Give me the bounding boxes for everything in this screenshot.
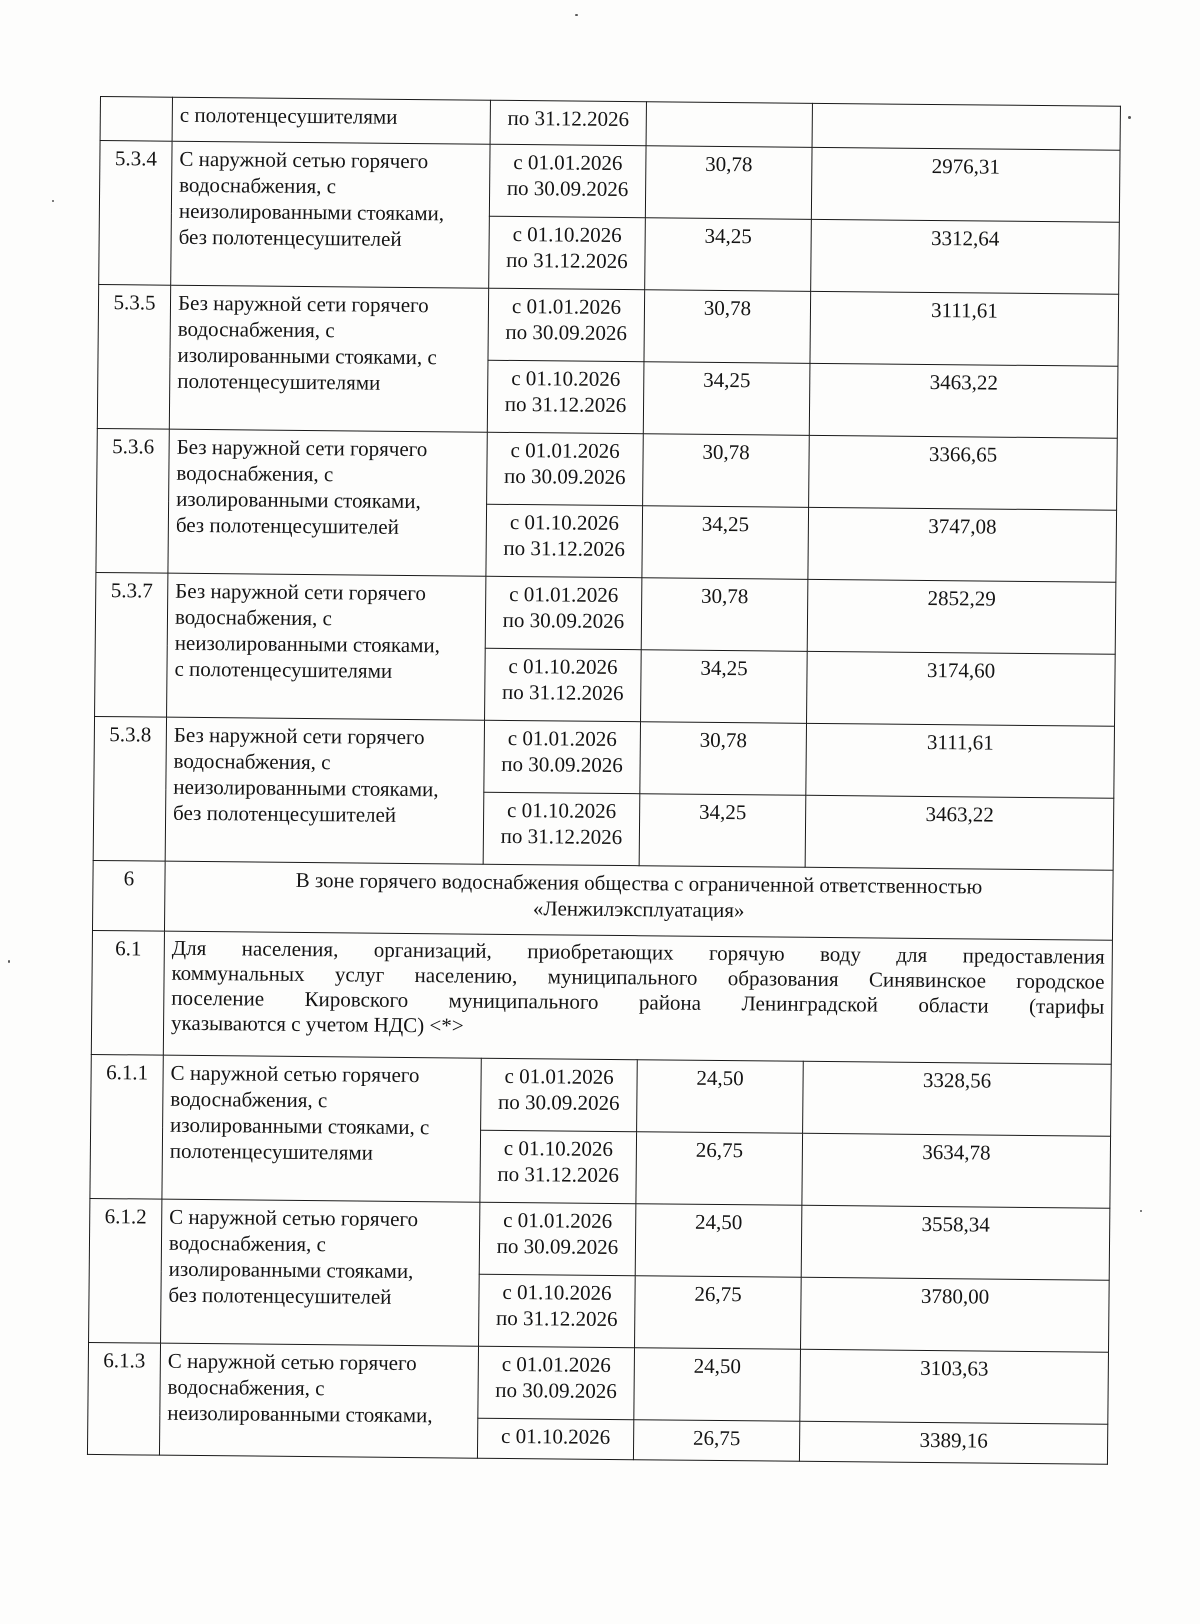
description-line: изолированными стояками, с <box>177 342 437 370</box>
tariff-component-1: 30,78 <box>644 290 811 364</box>
description-line: Без наружной сети горячего <box>177 290 429 318</box>
description-line: неизолированными стояками, <box>173 774 439 802</box>
item-number: 5.3.8 <box>93 716 166 861</box>
section-header-row <box>92 860 1113 940</box>
tariff-component-2: 3174,60 <box>807 651 1116 726</box>
description-line: неизолированными стояками, <box>167 1400 433 1428</box>
period-to: по 30.09.2026 <box>495 1377 617 1404</box>
description-line: изолированными стояками, <box>176 486 421 514</box>
tariff-component-1: 24,50 <box>635 1204 802 1278</box>
validity-period <box>485 648 642 721</box>
row-value-1 <box>646 102 812 148</box>
description-line: водоснабжения, с <box>174 604 333 631</box>
period-from: с 01.10.2026 <box>511 365 621 392</box>
description-line: С наружной сетью горячего <box>179 146 429 174</box>
period-to: по 31.12.2026 <box>506 247 628 274</box>
tariff-component-1: 30,78 <box>641 578 808 652</box>
description-line: с полотенцесушителями <box>174 656 393 683</box>
validity-period <box>481 1058 638 1131</box>
validity-period <box>479 1202 636 1275</box>
validity-period <box>485 576 642 649</box>
tariff-component-1: 24,50 <box>637 1060 804 1134</box>
item-description <box>159 1343 478 1458</box>
tariff-component-2: 3312,64 <box>811 219 1120 294</box>
period-from: с 01.01.2026 <box>507 725 617 751</box>
description-line: изолированными стояками, <box>168 1256 414 1284</box>
tariff-row <box>88 1342 1109 1424</box>
period-to: по 31.12.2026 <box>501 679 624 706</box>
tariff-component-2: 3389,16 <box>799 1421 1107 1464</box>
tariff-component-1: 26,75 <box>636 1132 803 1206</box>
subsection-row <box>91 930 1112 1064</box>
item-description <box>167 573 486 720</box>
subsection-text-line: указываются с учетом НДС) <*> <box>170 1010 464 1038</box>
period-to: по 30.09.2026 <box>501 751 623 778</box>
validity-period <box>487 432 644 505</box>
tariff-component-2: 3366,65 <box>809 435 1118 510</box>
item-description <box>161 1199 480 1346</box>
period-from: с 01.01.2026 <box>503 1207 613 1233</box>
row-description: с полотенцесушителями <box>172 97 490 144</box>
tariff-component-1: 30,78 <box>640 722 807 796</box>
period-to: по 31.12.2026 <box>503 535 626 562</box>
period-from: с 01.10.2026 <box>502 1279 612 1305</box>
description-line: неизолированными стояками, <box>178 198 445 226</box>
subsection-text-line: Для населения, организаций, приобретающих горячую воду для предоставления <box>171 935 1105 969</box>
description-line: без полотенцесушителей <box>175 512 400 539</box>
tariff-component-2: 3111,61 <box>806 723 1115 798</box>
tariff-component-2: 3111,61 <box>810 291 1119 366</box>
tariff-component-2: 3780,00 <box>801 1277 1110 1352</box>
period-to: по 30.09.2026 <box>506 175 629 202</box>
period-to: по 30.09.2026 <box>502 607 625 634</box>
item-number: 5.3.5 <box>97 284 170 429</box>
period-from: с 01.10.2026 <box>503 1135 614 1161</box>
period-to: по 31.12.2026 <box>495 1305 618 1332</box>
subsection-text <box>163 931 1112 1064</box>
row-value-2 <box>812 103 1120 150</box>
subsection-text-line: коммунальных услуг населению, муниципального образования Синявинское городское <box>171 960 1105 994</box>
validity-period <box>488 288 645 361</box>
item-number: 6.1.3 <box>87 1342 160 1455</box>
tariff-component-2: 3463,22 <box>809 363 1118 438</box>
description-line: Без наружной сети горячего <box>175 578 427 606</box>
description-line: водоснабжения, с <box>176 460 334 487</box>
tariff-component-2: 3463,22 <box>805 795 1114 870</box>
tariff-component-2: 3747,08 <box>808 507 1117 582</box>
tariff-row <box>94 716 1115 798</box>
period-from: с 01.10.2026 <box>512 221 622 248</box>
period-from: с 01.01.2026 <box>504 1063 614 1089</box>
description-line: неизолированными стояками, <box>174 630 441 658</box>
tariff-component-2: 3328,56 <box>803 1061 1112 1136</box>
item-description <box>162 1055 481 1202</box>
scan-speck <box>1128 116 1131 119</box>
validity-period <box>487 360 644 433</box>
item-number: 5.3.4 <box>99 141 172 286</box>
item-description <box>165 717 484 864</box>
description-line: С наружной сетью горячего <box>169 1204 419 1232</box>
scan-speck <box>52 200 54 202</box>
section-title <box>164 861 1113 940</box>
scan-speck <box>8 960 10 963</box>
tariff-component-2: 2976,31 <box>811 147 1120 222</box>
tariff-row <box>97 428 1118 510</box>
description-line: Без наружной сети горячего <box>176 434 428 462</box>
tariff-component-1: 34,25 <box>641 650 808 724</box>
tariff-component-1: 34,25 <box>642 506 809 580</box>
tariff-table <box>87 96 1121 1465</box>
tariff-component-2: 3634,78 <box>802 1133 1111 1208</box>
tariff-row <box>99 141 1120 223</box>
period-to: по 30.09.2026 <box>504 463 626 490</box>
validity-period <box>480 1130 637 1203</box>
description-line: полотенцесушителями <box>177 368 381 395</box>
validity-period <box>489 216 646 289</box>
item-description <box>171 141 490 288</box>
description-line: водоснабжения, с <box>179 172 337 199</box>
period-to: по 31.12.2026 <box>500 823 623 850</box>
validity-period <box>478 1346 635 1419</box>
period-to: по 30.09.2026 <box>497 1089 620 1116</box>
row-number <box>100 97 172 142</box>
item-number: 5.3.7 <box>95 572 168 717</box>
description-line: водоснабжения, с <box>173 748 331 775</box>
period-from: с 01.01.2026 <box>511 293 622 320</box>
validity-period <box>477 1418 633 1459</box>
row-period: по 31.12.2026 <box>490 100 646 145</box>
section-title-line: В зоне горячего водоснабжения общества с ограниченной ответственностью <box>295 867 983 899</box>
period-from: с 01.10.2026 <box>508 653 618 679</box>
description-line: Без наружной сети горячего <box>173 722 425 750</box>
description-line: водоснабжения, с <box>168 1230 327 1257</box>
description-line: водоснабжения, с <box>177 316 335 343</box>
tariff-component-2: 3103,63 <box>800 1349 1109 1424</box>
section-number: 6 <box>92 860 165 931</box>
period-from: с 01.10.2026 <box>509 509 620 536</box>
description-line: водоснабжения, с <box>170 1086 328 1113</box>
tariff-component-2: 3558,34 <box>801 1205 1110 1280</box>
description-line: без полотенцесушителей <box>168 1282 392 1309</box>
tariff-component-1: 24,50 <box>634 1348 801 1422</box>
tariff-component-1: 30,78 <box>643 434 810 508</box>
item-number: 6.1.2 <box>89 1198 162 1343</box>
tariff-row <box>95 572 1116 654</box>
tariff-row <box>89 1198 1110 1280</box>
scan-speck <box>1140 1210 1142 1212</box>
description-line: С наружной сетью горячего <box>170 1060 420 1088</box>
period-to: по 31.12.2026 <box>497 1161 620 1188</box>
description-line: без полотенцесушителей <box>178 224 402 251</box>
subsection-number: 6.1 <box>91 930 164 1055</box>
tariff-component-1: 34,25 <box>643 362 810 436</box>
period-from: с 01.10.2026 <box>500 1423 611 1449</box>
period-to: по 31.12.2026 <box>504 391 627 418</box>
validity-period <box>479 1274 636 1347</box>
validity-period <box>489 144 646 217</box>
period-to: по 30.09.2026 <box>496 1233 619 1260</box>
description-line: водоснабжения, с <box>167 1374 325 1401</box>
tariff-component-2: 2852,29 <box>807 579 1116 654</box>
description-line: без полотенцесушителей <box>173 800 397 827</box>
item-number: 5.3.6 <box>96 428 169 573</box>
tariff-component-1: 34,25 <box>639 794 806 868</box>
section-title-line: «Ленжилэксплуатация» <box>532 896 745 923</box>
tariff-component-1: 26,75 <box>633 1420 799 1462</box>
period-from: с 01.01.2026 <box>513 149 623 176</box>
tariff-component-1: 26,75 <box>635 1276 802 1350</box>
period-from: с 01.01.2026 <box>509 581 619 607</box>
tariff-component-1: 34,25 <box>645 218 812 292</box>
period-from: с 01.01.2026 <box>501 1351 611 1377</box>
validity-period <box>486 504 643 577</box>
period-from: с 01.10.2026 <box>507 797 617 823</box>
tariff-row <box>91 1054 1112 1136</box>
scan-speck <box>575 14 578 16</box>
tariff-row <box>98 284 1119 366</box>
description-line: С наружной сетью горячего <box>167 1348 417 1376</box>
item-description <box>168 429 487 576</box>
subsection-text-line: поселение Кировского муниципального района Ленинградской области (тарифы <box>171 985 1105 1019</box>
period-from: с 01.01.2026 <box>510 437 620 464</box>
description-line: изолированными стояками, с <box>170 1112 430 1140</box>
item-number: 6.1.1 <box>90 1054 163 1199</box>
validity-period <box>484 720 641 793</box>
description-line: полотенцесушителями <box>169 1138 374 1165</box>
item-description <box>169 285 488 432</box>
validity-period <box>483 792 640 865</box>
period-to: по 30.09.2026 <box>505 319 628 346</box>
tariff-component-1: 30,78 <box>645 146 812 220</box>
